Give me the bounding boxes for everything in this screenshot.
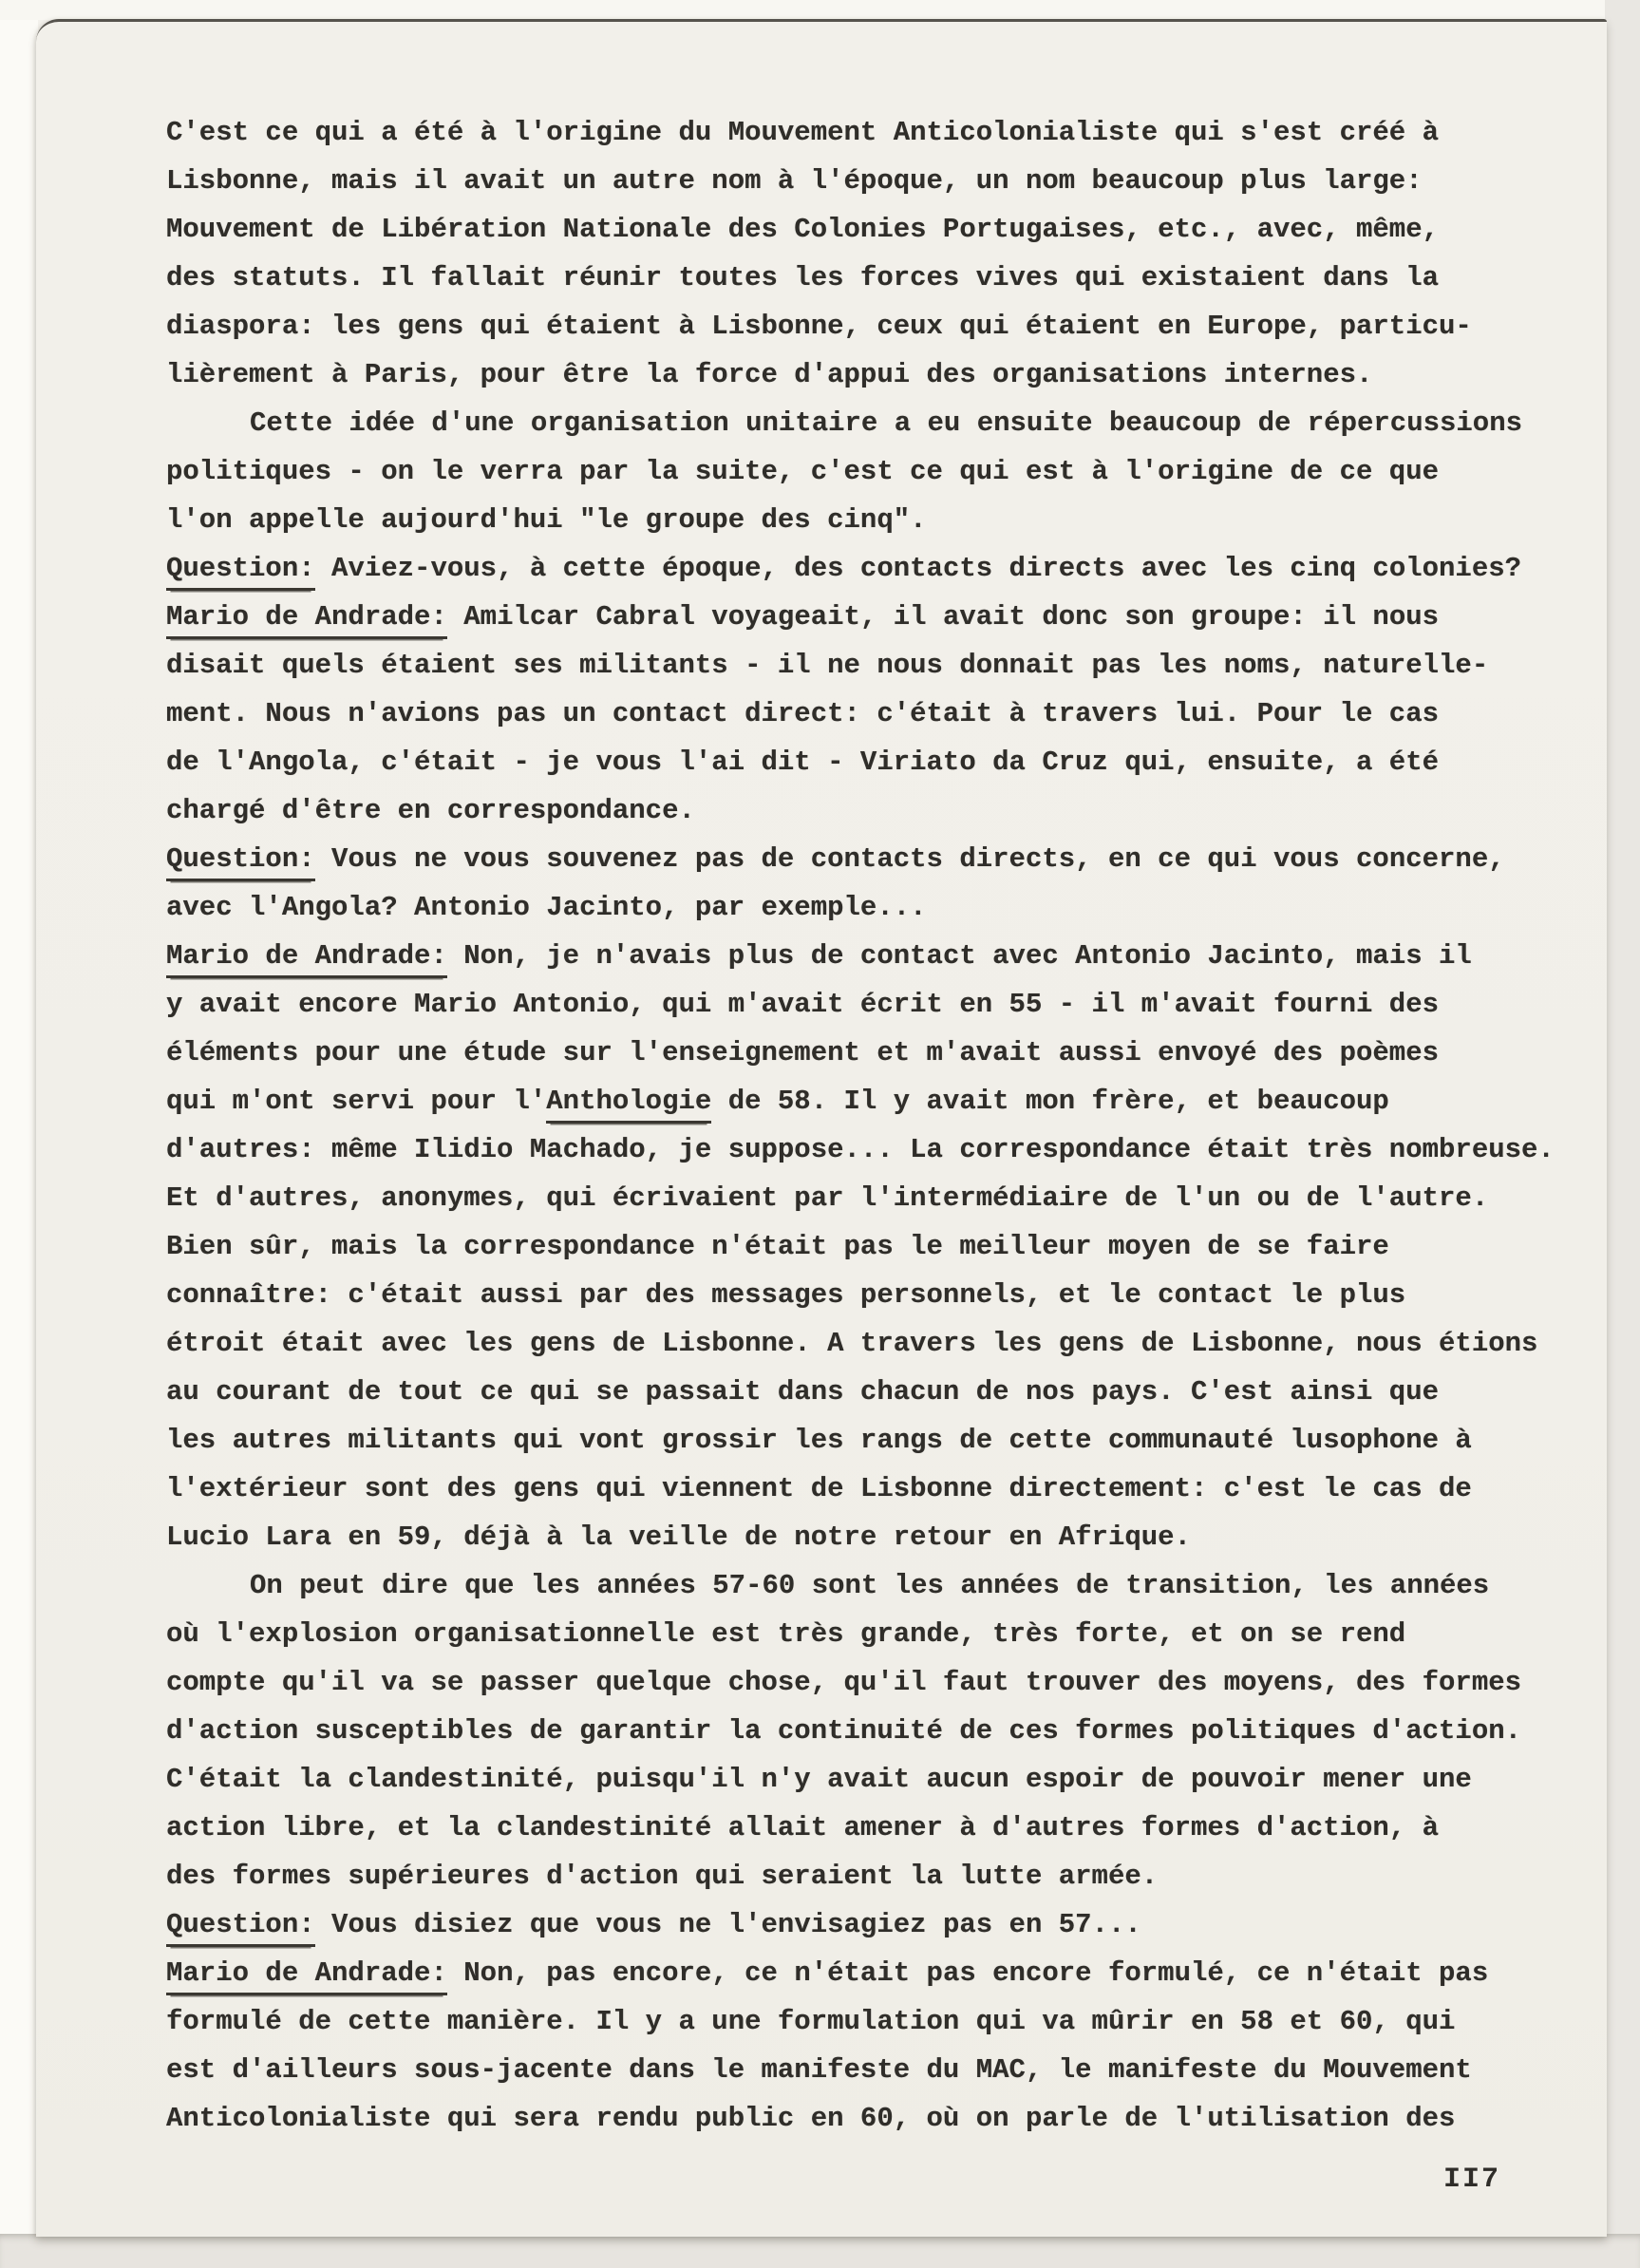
text-segment: politiques - on le verra par la suite, c'est ce qui est à l'origine de ce que — [166, 456, 1440, 487]
text-segment: Et d'autres, anonymes, qui écrivaient par l'intermédiaire de l'un ou de l'autre. — [166, 1182, 1489, 1214]
text-segment: y avait encore Mario Antonio, qui m'avait écrit en 55 - il m'avait fourni des — [166, 989, 1440, 1020]
scan-margin-bottom — [0, 2234, 1640, 2268]
text-segment: Aviez-vous, à cette époque, des contacts directs avec les cinq colonies? — [314, 553, 1522, 584]
text-segment: diaspora: les gens qui étaient à Lisbonne, ceux qui étaient en Europe, particu- — [166, 311, 1472, 342]
text-line — [166, 1852, 1600, 1900]
underlined-label: Question: — [166, 842, 315, 881]
text-segment: C'était la clandestinité, puisqu'il n'y avait aucun espoir de pouvoir mener une — [166, 1764, 1472, 1795]
text-line — [166, 1125, 1600, 1174]
scan-margin-left — [0, 0, 38, 2268]
text-line — [166, 641, 1600, 690]
text-line — [166, 157, 1600, 205]
text-line — [166, 1174, 1600, 1222]
text-segment: Mouvement de Libération Nationale des Colonies Portugaises, etc., avec, même, — [166, 214, 1440, 245]
text-segment: formulé de cette manière. Il y a une formulation qui va mûrir en 58 et 60, qui — [166, 2006, 1456, 2037]
text-segment: disait quels étaient ses militants - il ne nous donnait pas les noms, naturelle- — [166, 650, 1489, 681]
text-line — [166, 932, 1600, 980]
text-line — [166, 399, 1600, 447]
text-line — [166, 738, 1600, 786]
underlined-label: Question: — [166, 552, 315, 591]
text-line — [166, 447, 1600, 496]
text-segment: les autres militants qui vont grossir les rangs de cette communauté lusophone à — [166, 1425, 1472, 1456]
text-segment: où l'explosion organisationnelle est très grande, très forte, et on se rend — [166, 1618, 1406, 1650]
text-segment: Lisbonne, mais il avait un autre nom à l'époque, un nom beaucoup plus large: — [166, 165, 1423, 197]
text-segment: Anticolonialiste qui sera rendu public en 60, où on parle de l'utilisation des — [166, 2103, 1456, 2134]
text-segment: Bien sûr, mais la correspondance n'était pas le meilleur moyen de se faire — [166, 1231, 1389, 1262]
text-line — [166, 835, 1600, 883]
text-segment: Cette idée d'une organisation unitaire a eu ensuite beaucoup de répercussions — [250, 407, 1523, 439]
text-line — [166, 205, 1600, 254]
text-line — [166, 254, 1600, 302]
text-line — [166, 544, 1600, 593]
text-segment: au courant de tout ce qui se passait dans chacun de nos pays. C'est ainsi que — [166, 1376, 1440, 1408]
text-segment: Vous ne vous souvenez pas de contacts directs, en ce qui vous concerne, — [314, 843, 1505, 875]
page-number: II7 — [1443, 2164, 1501, 2196]
text-segment: de l'Angola, c'était - je vous l'ai dit - Viriato da Cruz qui, ensuite, a été — [166, 747, 1440, 778]
text-segment: Lucio Lara en 59, déjà à la veille de notre retour en Afrique. — [166, 1521, 1191, 1553]
text-line — [166, 1900, 1600, 1949]
text-line — [166, 1610, 1600, 1658]
underlined-label: Question: — [166, 1908, 315, 1947]
scan-margin-top — [0, 0, 1640, 20]
underlined-label: Anthologie — [546, 1085, 711, 1124]
text-line — [166, 1222, 1600, 1271]
text-line — [166, 1271, 1600, 1319]
text-line — [166, 108, 1600, 157]
text-line — [166, 1416, 1600, 1465]
text-line — [166, 1658, 1600, 1707]
text-line — [166, 1465, 1600, 1513]
text-line — [166, 1707, 1600, 1755]
text-line — [166, 1755, 1600, 1804]
text-segment: éléments pour une étude sur l'enseignement et m'avait aussi envoyé des poèmes — [166, 1037, 1440, 1068]
text-line — [166, 1997, 1600, 2046]
text-segment: Non, pas encore, ce n'était pas encore formulé, ce n'était pas — [446, 1957, 1489, 1989]
text-line — [166, 786, 1600, 835]
text-segment: chargé d'être en correspondance. — [166, 795, 695, 826]
text-segment: des formes supérieures d'action qui seraient la lutte armée. — [166, 1861, 1159, 1892]
text-segment: avec l'Angola? Antonio Jacinto, par exemple... — [166, 892, 927, 923]
text-line — [166, 1319, 1600, 1368]
text-line — [166, 1804, 1600, 1852]
text-line — [166, 1513, 1600, 1561]
text-line — [166, 2094, 1600, 2143]
text-segment: connaître: c'était aussi par des messages personnels, et le contact le plus — [166, 1279, 1406, 1311]
text-segment: Non, je n'avais plus de contact avec Antonio Jacinto, mais il — [446, 940, 1472, 972]
text-segment: d'action susceptibles de garantir la continuité de ces formes politiques d'action. — [166, 1715, 1522, 1747]
text-segment: de 58. Il y avait mon frère, et beaucoup — [711, 1086, 1389, 1117]
text-line — [166, 1077, 1600, 1125]
text-segment: Amilcar Cabral voyageait, il avait donc son groupe: il nous — [446, 601, 1440, 633]
text-line — [166, 302, 1600, 350]
text-line — [166, 1029, 1600, 1077]
text-line — [166, 690, 1600, 738]
text-segment: l'extérieur sont des gens qui viennent de Lisbonne directement: c'est le cas de — [166, 1473, 1472, 1504]
text-line — [166, 350, 1600, 399]
scan-margin-right — [1605, 0, 1640, 2268]
document-text — [166, 108, 1600, 2143]
paper-sheet — [36, 19, 1607, 2237]
text-segment: compte qu'il va se passer quelque chose, qu'il faut trouver des moyens, des formes — [166, 1667, 1522, 1698]
text-segment: Vous disiez que vous ne l'envisagiez pas en 57... — [314, 1909, 1141, 1940]
text-segment: l'on appelle aujourd'hui "le groupe des cinq". — [166, 504, 927, 536]
text-line — [166, 593, 1600, 641]
text-segment: ment. Nous n'avions pas un contact direct: c'était à travers lui. Pour le cas — [166, 698, 1440, 729]
text-segment: étroit était avec les gens de Lisbonne. A travers les gens de Lisbonne, nous étions — [166, 1328, 1538, 1359]
text-line — [166, 1949, 1600, 1997]
text-segment: On peut dire que les années 57-60 sont les années de transition, les années — [250, 1570, 1490, 1601]
text-segment: lièrement à Paris, pour être la force d'appui des organisations internes. — [166, 359, 1373, 390]
text-line — [166, 1368, 1600, 1416]
text-line — [166, 883, 1600, 932]
text-segment: est d'ailleurs sous-jacente dans le manifeste du MAC, le manifeste du Mouvement — [166, 2054, 1472, 2086]
text-line — [166, 2046, 1600, 2094]
underlined-label: Mario de Andrade: — [166, 600, 447, 639]
underlined-label: Mario de Andrade: — [166, 939, 447, 978]
text-segment: C'est ce qui a été à l'origine du Mouvement Anticolonialiste qui s'est créé à — [166, 117, 1440, 148]
underlined-label: Mario de Andrade: — [166, 1956, 447, 1995]
text-segment: d'autres: même Ilidio Machado, je suppose... La correspondance était très nombreuse. — [166, 1134, 1555, 1165]
text-line — [166, 496, 1600, 544]
text-line — [166, 980, 1600, 1029]
text-segment: des statuts. Il fallait réunir toutes les forces vives qui existaient dans la — [166, 262, 1440, 293]
text-segment: action libre, et la clandestinité allait amener à d'autres formes d'action, à — [166, 1812, 1440, 1843]
text-line — [166, 1561, 1600, 1610]
text-segment: qui m'ont servi pour l' — [166, 1086, 547, 1117]
